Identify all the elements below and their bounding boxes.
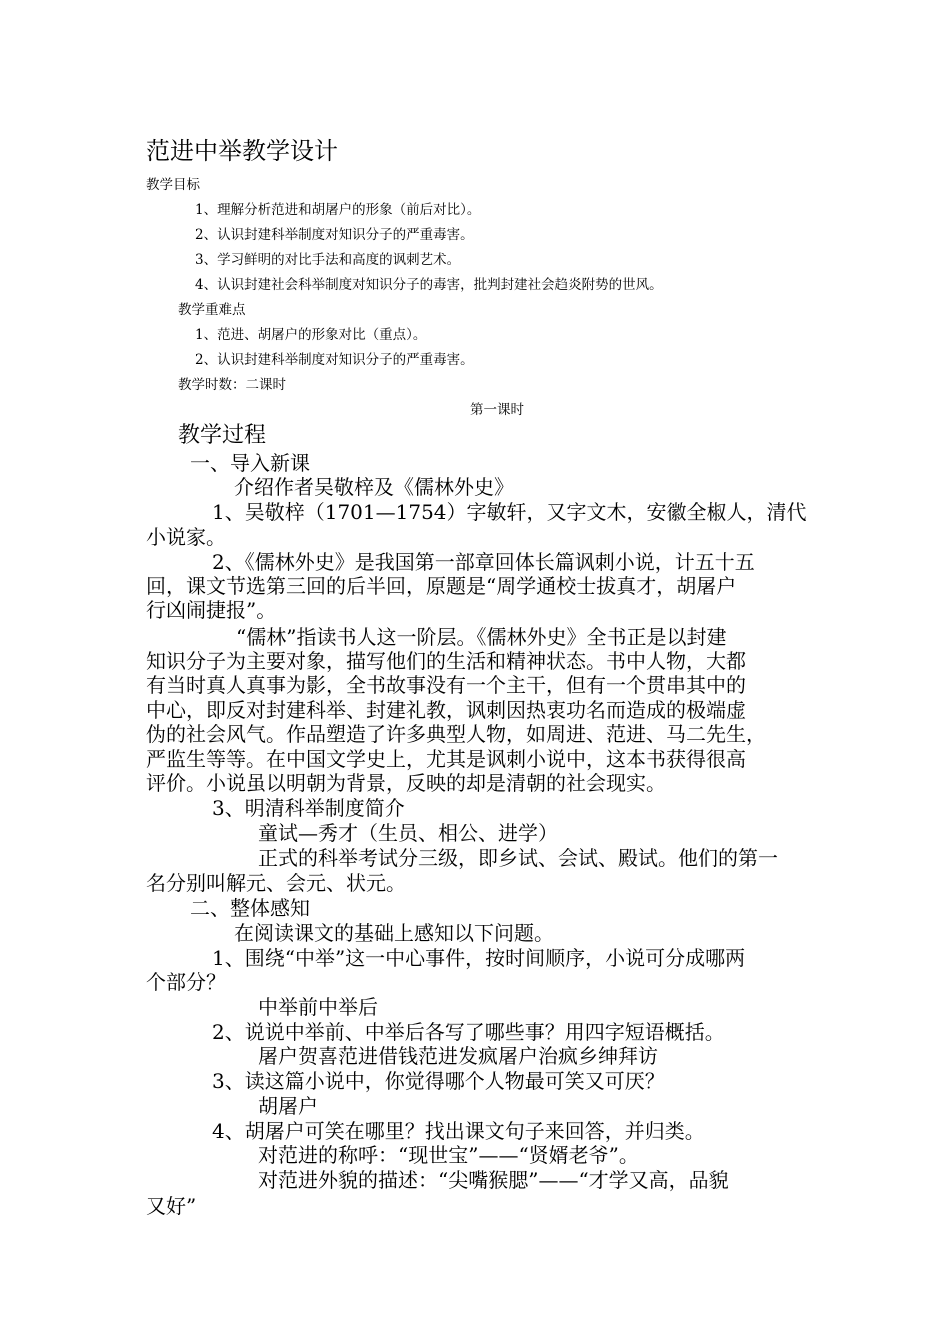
paragraph-line: 中心，即反对封建科举、封建礼教，讽刺因热衷功名而造成的极端虚 xyxy=(146,698,746,722)
objective-item: 2、认识封建科举制度对知识分子的严重毒害。 xyxy=(195,227,474,243)
section-1-heading: 一、导入新课 xyxy=(190,451,310,475)
paragraph-line: 严监生等等。在中国文学史上，尤其是讽刺小说中，这本书获得很高 xyxy=(146,747,746,771)
answer-line: 屠户贺喜范进借钱范进发疯屠户治疯乡绅拜访 xyxy=(258,1044,658,1068)
lesson-title: 第一课时 xyxy=(470,402,524,418)
paragraph-line: “儒林”指读书人这一阶层。《儒林外史》全书正是以封建 xyxy=(236,625,727,649)
paragraph-line: 有当时真人真事为影，全书故事没有一个主干，但有一个贯串其中的 xyxy=(146,673,746,697)
paragraph-line: 评价。小说虽以明朝为背景，反映的却是清朝的社会现实。 xyxy=(146,771,666,795)
paragraph-line: 童试—秀才（生员、相公、进学） xyxy=(258,821,558,845)
process-heading: 教学过程 xyxy=(178,423,267,448)
paragraph-line: 1、吴敬梓（1701—1754）字敏轩，又字文木，安徽全椒人，清代 xyxy=(212,500,807,524)
paragraph-line: 知识分子为主要对象，描写他们的生活和精神状态。书中人物，大都 xyxy=(146,649,746,673)
key-point-item: 1、范进、胡屠户的形象对比（重点）。 xyxy=(195,327,427,343)
answer-line: 中举前中举后 xyxy=(258,995,378,1019)
section-2-intro: 在阅读课文的基础上感知以下问题。 xyxy=(234,921,554,945)
question-line: 2、说说中举前、中举后各写了哪些事？用四字短语概括。 xyxy=(212,1020,725,1044)
section-2-heading: 二、整体感知 xyxy=(190,896,310,920)
question-line: 3、读这篇小说中，你觉得哪个人物最可笑又可厌？ xyxy=(212,1069,665,1093)
answer-line: 胡屠户 xyxy=(258,1094,318,1118)
question-line: 4、胡屠户可笑在哪里？找出课文句子来回答，并归类。 xyxy=(212,1119,705,1143)
answer-line: 对范进外貌的描述：“尖嘴猴腮”——“才学又高，品貌 xyxy=(258,1168,729,1192)
key-point-item: 2、认识封建科举制度对知识分子的严重毒害。 xyxy=(195,352,474,368)
answer-line: 又好” xyxy=(146,1194,197,1218)
objective-item: 3、学习鲜明的对比手法和高度的讽刺艺术。 xyxy=(195,252,461,268)
paragraph-line: 小说家。 xyxy=(146,525,226,549)
question-line: 1、围绕“中举”这一中心事件，按时间顺序，小说可分成哪两 xyxy=(212,946,746,970)
paragraph-line: 名分别叫解元、会元、状元。 xyxy=(146,871,406,895)
subsection-heading: 3、明清科举制度简介 xyxy=(212,796,405,820)
doc-title: 范进中举教学设计 xyxy=(146,137,338,165)
section-1-intro: 介绍作者吴敬梓及《儒林外史》 xyxy=(234,475,514,499)
paragraph-line: 正式的科举考试分三级，即乡试、会试、殿试。他们的第一 xyxy=(258,846,778,870)
paragraph-line: 伪的社会风气。作品塑造了许多典型人物，如周进、范进、马二先生， xyxy=(146,722,766,746)
teaching-hours: 教学时数：二课时 xyxy=(178,377,286,393)
answer-line: 对范进的称呼：“现世宝”——“贤婿老爷”。 xyxy=(258,1143,639,1167)
paragraph-line: 行凶闹捷报”。 xyxy=(146,598,277,622)
paragraph-line: 2、《儒林外史》是我国第一部章回体长篇讽刺小说，计五十五 xyxy=(212,550,755,574)
question-line: 个部分？ xyxy=(146,970,226,994)
objectives-heading: 教学目标 xyxy=(146,177,200,193)
objective-item: 4、认识封建社会科举制度对知识分子的毒害，批判封建社会趋炎附势的世风。 xyxy=(195,277,663,293)
paragraph-line: 回，课文节选第三回的后半回，原题是“周学通校士拔真才，胡屠户 xyxy=(146,574,737,598)
key-points-heading: 教学重难点 xyxy=(178,302,246,318)
objective-item: 1、理解分析范进和胡屠户的形象（前后对比）。 xyxy=(195,202,481,218)
